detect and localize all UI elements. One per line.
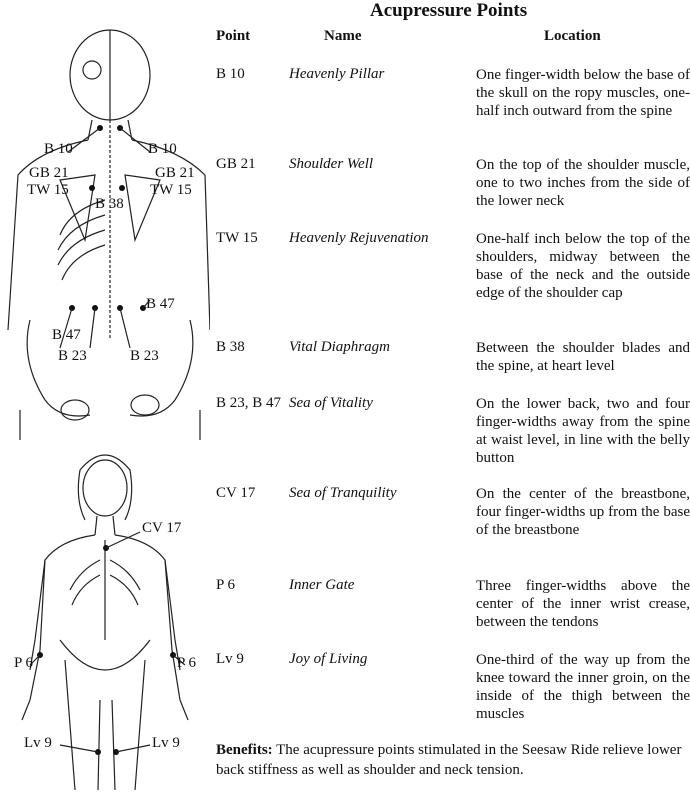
point-code: P 6: [216, 577, 236, 593]
point-code: TW 15: [216, 230, 258, 246]
point-name: Heavenly Pillar: [289, 66, 385, 82]
label-p6-right: P 6: [177, 655, 197, 671]
label-lv9-right: Lv 9: [152, 735, 180, 751]
label-b47-right: B 47: [146, 296, 175, 312]
point-name: Joy of Living: [289, 651, 368, 667]
label-gb21-right: GB 21: [155, 165, 195, 181]
point-name: Vital Diaphragm: [289, 339, 390, 355]
benefits-label: Benefits:: [216, 742, 273, 758]
header-location: Location: [544, 28, 601, 44]
point-code: B 23, B 47: [216, 395, 282, 411]
point-name: Inner Gate: [289, 577, 355, 593]
legs: [65, 660, 145, 790]
point-location: Between the shoulder blades and the spine, at heart level: [476, 340, 690, 374]
point-code: CV 17: [216, 485, 256, 501]
label-p6-left: P 6: [14, 655, 34, 671]
label-b47-left: B 47: [52, 327, 81, 343]
header-name: Name: [324, 28, 362, 44]
point-code: GB 21: [216, 156, 256, 172]
header-point: Point: [216, 28, 251, 44]
point-code: B 10: [216, 66, 245, 82]
label-b10-left: B 10: [44, 141, 73, 157]
label-b38: B 38: [95, 196, 124, 212]
point-name: Sea of Tranquility: [289, 485, 397, 501]
benefits-text: The acupressure points stimulated in the Seesaw Ride relieve lower back stiffness as well as shoulder and neck tension.: [216, 742, 682, 778]
point-location: On the top of the shoulder muscle, one to two inches from the side of the lower neck: [476, 157, 690, 209]
point-name: Sea of Vitality: [289, 395, 373, 411]
label-b10-right: B 10: [148, 141, 177, 157]
page-title: Acupressure Points: [370, 0, 528, 21]
label-b23-left: B 23: [58, 348, 87, 364]
point-location: Three finger-widths above the center of the inner wrist crease, between the tendons: [476, 578, 690, 630]
front-right-outline: [115, 535, 180, 670]
front-head: [83, 460, 127, 516]
point-code: B 38: [216, 339, 245, 355]
benefits-paragraph: [216, 740, 686, 780]
label-lv9-left: Lv 9: [24, 735, 52, 751]
point-location: One-half inch below the top of the shoulders, midway between the base of the neck and the outside edge of the shoulder cap: [476, 231, 690, 301]
label-cv17: CV 17: [142, 520, 182, 536]
label-tw15-right: TW 15: [150, 182, 192, 198]
point-name: Shoulder Well: [289, 156, 374, 172]
point-location: On the lower back, two and four finger-widths away from the spine at waist level, in line with the belly button: [476, 396, 690, 466]
anatomy-illustrations: [0, 0, 210, 797]
point-location: One finger-width below the base of the skull on the ropy muscles, one-half inch outward from the spine: [476, 67, 690, 119]
point-location: One-third of the way up from the knee toward the inner groin, on the inside of the thigh between the muscles: [476, 652, 690, 722]
label-tw15-left: TW 15: [27, 182, 69, 198]
anatomy-drawing: [0, 0, 210, 797]
label-gb21-left: GB 21: [29, 165, 69, 181]
point-location: On the center of the breastbone, four finger-widths up from the base of the breastbone: [476, 486, 690, 538]
point-name: Heavenly Rejuvenation: [289, 230, 429, 246]
label-b23-right: B 23: [130, 348, 159, 364]
point-code: Lv 9: [216, 651, 244, 667]
